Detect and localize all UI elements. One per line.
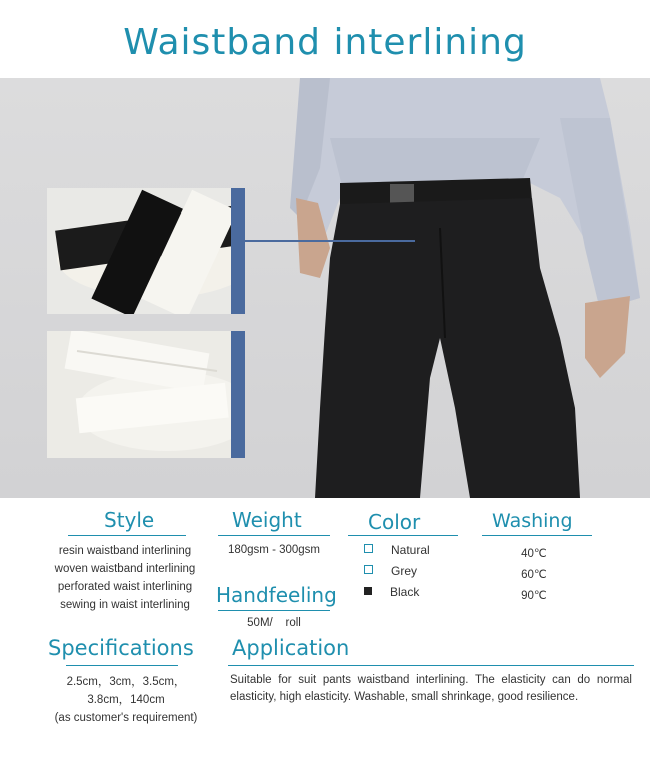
color-rule (348, 535, 458, 536)
weight-rule (218, 535, 330, 536)
style-item: resin waistband interlining (58, 545, 192, 557)
color-option-black: Black (364, 585, 419, 599)
specifications-rule (66, 665, 178, 666)
weight-value: 180gsm - 300gsm (227, 544, 321, 556)
washing-item: 40℃ (521, 548, 547, 560)
style-list (30, 542, 220, 614)
color-option-grey: Grey (364, 564, 417, 578)
application-text: Suitable for suit pants waistband interlining. The elasticity can do normal elasticity, high elasticity. Washable, small shrinkage, good resilience. (230, 674, 632, 703)
empty-square-icon (364, 544, 373, 553)
inset-photo-woven (47, 188, 231, 314)
weight-heading: Weight (232, 508, 302, 532)
handfeeling-rule (218, 610, 330, 611)
style-heading: Style (104, 508, 155, 532)
washing-item: 90℃ (521, 590, 547, 602)
style-item: woven waistband interlining (54, 563, 196, 575)
color-option-natural: Natural (364, 543, 430, 557)
inset-photo-perforated (47, 331, 231, 458)
application-rule (228, 665, 634, 666)
application-heading: Application (232, 636, 350, 660)
empty-square-icon (364, 565, 373, 574)
specifications-list (28, 673, 224, 727)
filled-square-icon (364, 587, 372, 595)
washing-rule (482, 535, 592, 536)
style-item: sewing in waist interlining (60, 599, 190, 611)
color-heading: Color (368, 510, 421, 534)
style-item: perforated waist interlining (57, 581, 193, 593)
handfeeling-value: 50M/ roll (247, 617, 301, 629)
inset-bar-top (231, 188, 245, 314)
spec-line: 2.5cm，3cm，3.5cm， (66, 676, 186, 688)
washing-item: 60℃ (521, 569, 547, 581)
washing-list (482, 544, 586, 607)
handfeeling-heading: Handfeeling (216, 583, 337, 607)
style-rule (68, 535, 186, 536)
product-photo (0, 78, 650, 498)
washing-heading: Washing (492, 510, 573, 532)
callout-line (245, 240, 415, 242)
page-title: Waistband interlining (123, 22, 527, 63)
spec-line: 3.8cm，140cm (87, 694, 165, 706)
spec-line: (as customer's requirement) (54, 712, 198, 724)
specifications-heading: Specifications (48, 636, 194, 660)
inset-bar-bottom (231, 331, 245, 458)
